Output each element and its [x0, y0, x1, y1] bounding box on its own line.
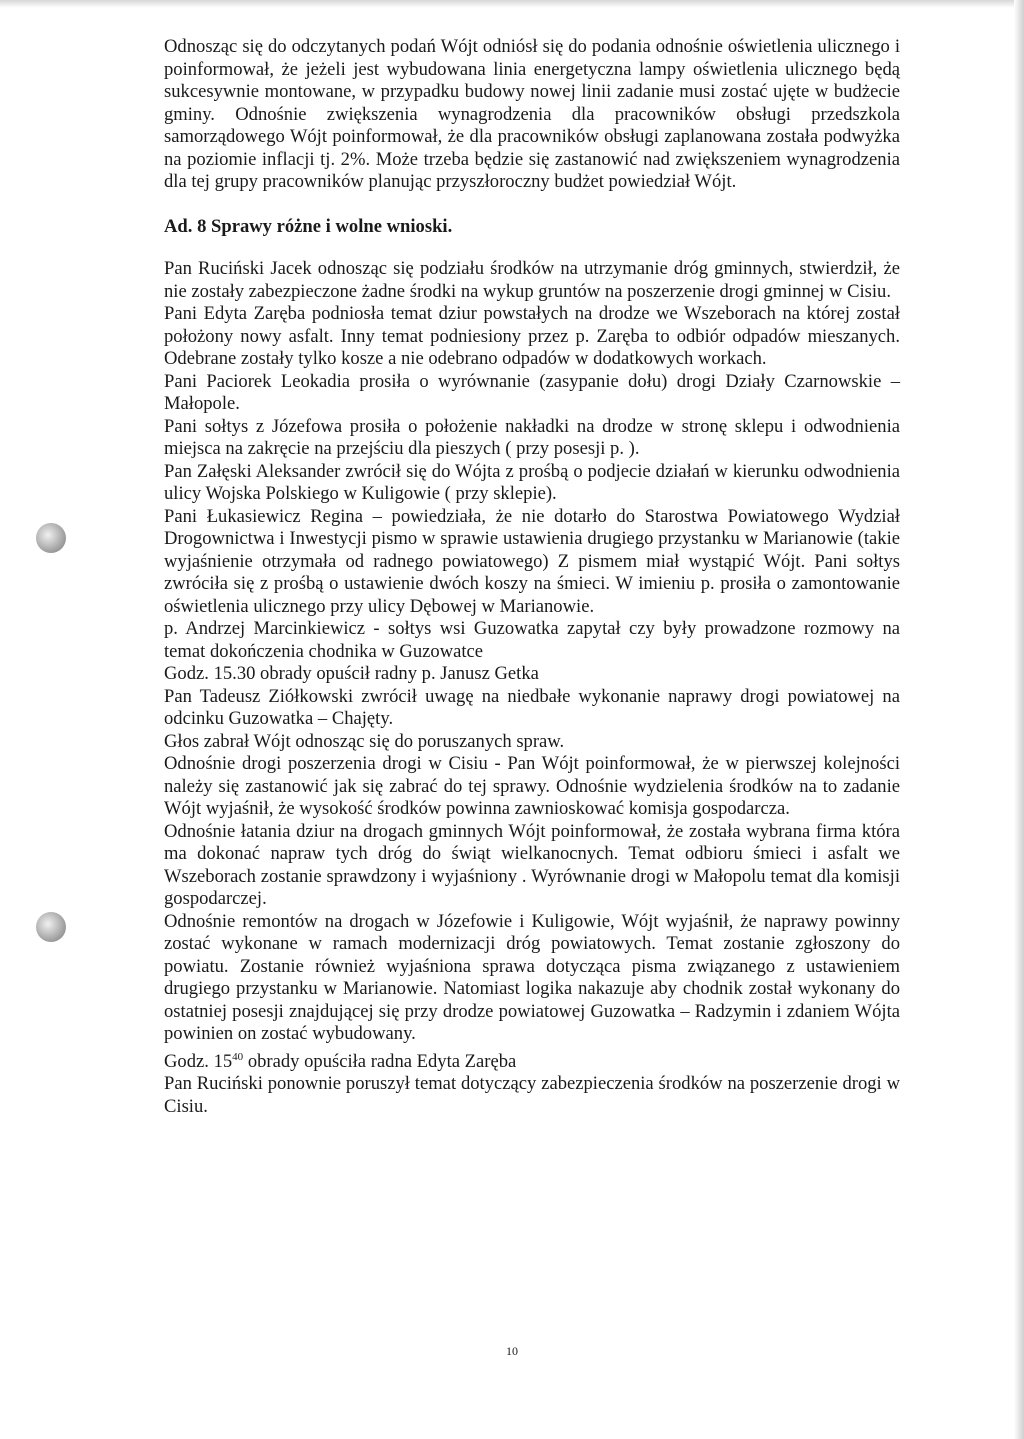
body-paragraph-latanie-dziur: Odnośnie łatania dziur na drogach gminnych Wójt poinformował, że została wybrana firma która ma dokonać napraw tych dróg do świąt wielkanocnych. Temat odbioru śmieci i asfalt we Wszeborach zostanie sprawdzony i wyjaśniony . Wyrównanie drogi w Małopolu temat dla komisji gospodarczej. [164, 820, 900, 909]
scan-edge-top [0, 0, 1024, 8]
time-note-superscript: 40 [232, 1050, 244, 1063]
body-paragraph-remonty: Odnośnie remontów na drogach w Józefowie i Kuligowie, Wójt wyjaśnił, że naprawy powinny zostać wykonane w ramach modernizacji dróg powiatowych. Temat zostanie zgłoszony do powiatu. Zostanie również wyjaśniona sprawa dotycząca pisma związanego z ustawieniem drugiego przystanku w Marianowie. Natomiast logika nakazuje aby chodnik został wykonany do ostatniej posesji znajdującej się przy drodze powiatowej Guzowatka – Radzymin i zdaniem Wójta powinien on zostać wybudowany. [164, 910, 900, 1044]
body-paragraph-time-1530: Godz. 15.30 obrady opuścił radny p. Janusz Getka [164, 663, 539, 684]
section-heading: Ad. 8 Sprawy różne i wolne wnioski. [164, 215, 453, 237]
time-note [164, 1046, 900, 1074]
page-number: 10 [506, 1344, 518, 1358]
body-paragraph-cisiu: Odnośnie drogi poszerzenia drogi w Cisiu - Pan Wójt poinformował, że w pierwszej kolejności należy się zastanowić jak się zabrać do tej sprawy. Odnośnie wydzielenia środków na to zadanie Wójt wyjaśnił, że wysokość środków powinna zawnioskować komisja gospodarcza. [164, 753, 900, 819]
body-paragraph-wojt-response: Głos zabrał Wójt odnosząc się do poruszanych spraw. [164, 730, 565, 752]
body-paragraph-marcinkiewicz: p. Andrzej Marcinkiewicz - sołtys wsi Guzowatka zapytał czy były prowadzone rozmowy na temat dokończenia chodnika w Guzowatce [164, 618, 900, 662]
punch-hole-upper [36, 523, 66, 553]
scan-edge-right [1014, 0, 1024, 1439]
page-content [164, 36, 900, 1118]
body-paragraph-zaleski: Pan Załęski Aleksander zwrócił się do Wójta z prośbą o podjecie działań w kierunku odwodnienia ulicy Wojska Polskiego w Kuligowie ( przy sklepie). [164, 460, 900, 504]
body-paragraph-ziolkowski: Pan Tadeusz Ziółkowski zwrócił uwagę na niedbałe wykonanie naprawy drogi powiatowej na odcinku Guzowatka – Chajęty. [164, 685, 900, 729]
body-paragraph-lukasiewicz: Pani Łukasiewicz Regina – powiedziała, że nie dotarło do Starostwa Powiatowego Wydział Drogownictwa i Inwestycji pismo w sprawie ustawienia drugiego przystanku w Marianowie (takie wyjaśnienie otrzymała od radnego powiatowego) Z pismem miał wystąpić Wójt. Pani sołtys zwróciła się z prośbą o ustawienie dwóch koszy na śmieci. W imieniu p. prosiła o zamontowanie oświetlenia ulicznego przy ulicy Dębowej w Marianowie. [164, 505, 900, 617]
body-paragraph-zareba: Pani Edyta Zaręba podniosła temat dziur powstałych na drodze we Wszeborach na której został położony nowy asfalt. Inny temat podniesiony przez p. Zaręba to odbiór odpadów mieszanych. Odebrane zostały tylko kosze a nie odebrano odpadów w dodatkowych workach. [164, 303, 900, 369]
body-paragraph-soltys-jozefow: Pani sołtys z Józefowa prosiła o położenie nakładki na drodze w stronę sklepu i odwodnienia miejsca na zakręcie na przejściu dla pieszych ( przy posesji p. ). [164, 415, 900, 459]
body-section [164, 258, 900, 1118]
time-note-prefix: Godz. 15 [164, 1050, 233, 1072]
body-paragraph-rucinski: Pan Ruciński Jacek odnosząc się podziału środków na utrzymanie dróg gminnych, stwierdził, że nie zostały zabezpieczone żadne środki na wykup gruntów na poszerzenie drogi gminnej w Cisiu. [164, 258, 900, 302]
time-note-suffix: obrady opuściła radna Edyta Zaręba [243, 1050, 517, 1072]
closing-paragraph: Pan Ruciński ponownie poruszył temat dotyczący zabezpieczenia środków na poszerzenie drogi w Cisiu. [164, 1073, 900, 1117]
intro-paragraph: Odnosząc się do odczytanych podań Wójt odniósł się do podania odnośnie oświetlenia ulicznego i poinformował, że jeżeli jest wybudowana linia energetyczna lampy oświetlenia ulicznego będą sukcesywnie montowane, w przypadku budowy nowej linii zadanie musi zostać ujęte w budżecie gminy. Odnośnie zwiększenia wynagrodzenia dla pracowników obsługi przedszkola samorządowego Wójt poinformował, że dla pracowników obsługi zaplanowana została podwyżka na poziomie inflacji tj. 2%. Może trzeba będzie się zastanowić nad zwiększeniem wynagrodzenia dla tej grupy pracowników planując przyszłoroczny budżet powiedział Wójt. [164, 36, 900, 192]
punch-hole-lower [36, 912, 66, 942]
body-paragraph-paciorek: Pani Paciorek Leokadia prosiła o wyrównanie (zasypanie dołu) drogi Działy Czarnowskie – Małopole. [164, 370, 900, 414]
